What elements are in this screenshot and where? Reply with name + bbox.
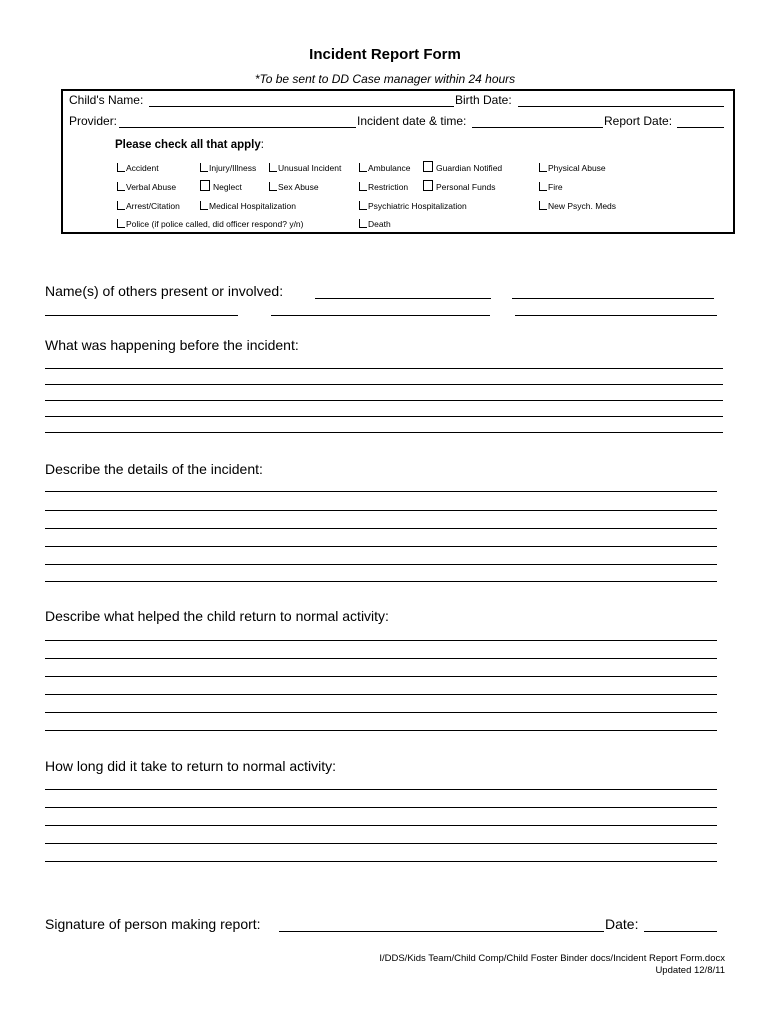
checkbox-label: Accident: [126, 163, 159, 173]
form-title: Incident Report Form: [309, 46, 461, 63]
checkbox-physical-abuse[interactable]: [539, 163, 606, 173]
checkbox-neglect[interactable]: [200, 180, 242, 192]
how-long-answer-line[interactable]: [45, 843, 717, 844]
checkbox-arrest-citation[interactable]: [117, 201, 180, 211]
helped-answer-line[interactable]: [45, 676, 717, 677]
details-answer-line[interactable]: [45, 581, 717, 582]
checkbox-label: Personal Funds: [436, 182, 496, 192]
helped-answer-line[interactable]: [45, 640, 717, 641]
checkbox-label: Injury/Illness: [209, 163, 257, 173]
signature-date-field[interactable]: [644, 931, 717, 932]
how-long-answer-line[interactable]: [45, 807, 717, 808]
before-question: What was happening before the incident:: [45, 337, 299, 353]
checkbox-sex-abuse[interactable]: [269, 182, 319, 192]
others-field-1[interactable]: [315, 298, 491, 299]
checkbox-ambulance[interactable]: [359, 163, 411, 173]
provider-field[interactable]: [119, 127, 356, 128]
checkbox-mark[interactable]: [539, 163, 547, 172]
checkbox-label: Ambulance: [368, 163, 411, 173]
before-answer-line[interactable]: [45, 416, 723, 417]
checkbox-unusual-incident[interactable]: [269, 163, 341, 173]
checkbox-label: Medical Hospitalization: [209, 201, 296, 211]
check-instruction: [115, 139, 264, 151]
checkbox-psychiatric-hospitalization[interactable]: [359, 201, 467, 211]
checkbox-label: Arrest/Citation: [126, 201, 180, 211]
report-date-field[interactable]: [677, 127, 724, 128]
checkbox-label: Fire: [548, 182, 563, 192]
checkbox-mark[interactable]: [359, 182, 367, 191]
checkbox-label: Guardian Notified: [436, 163, 503, 173]
checkbox-mark[interactable]: [117, 163, 125, 172]
before-answer-line[interactable]: [45, 368, 723, 369]
how-long-answer-line[interactable]: [45, 825, 717, 826]
details-answer-line[interactable]: [45, 510, 717, 511]
checkbox-injury-illness[interactable]: [200, 163, 256, 173]
checkbox-label: Death: [368, 219, 391, 229]
incident-date-time-field[interactable]: [472, 127, 603, 128]
checkbox-label: Restriction: [368, 182, 409, 192]
others-field-2[interactable]: [512, 298, 714, 299]
instruction-text: Please check all that apply: [115, 139, 261, 151]
helped-answer-line[interactable]: [45, 694, 717, 695]
checkbox-label: Physical Abuse: [548, 163, 606, 173]
checkbox-death[interactable]: [359, 219, 391, 229]
checkbox-label: Psychiatric Hospitalization: [368, 201, 467, 211]
helped-question: Describe what helped the child return to normal activity:: [45, 608, 389, 624]
checkbox-mark[interactable]: [359, 219, 367, 228]
checkbox-mark[interactable]: [423, 161, 433, 172]
childs-name-field[interactable]: [149, 106, 454, 107]
checkbox-mark[interactable]: [539, 201, 547, 210]
details-answer-line[interactable]: [45, 528, 717, 529]
checkbox-new-psych-meds[interactable]: [539, 201, 616, 211]
others-question: Name(s) of others present or involved:: [45, 283, 284, 299]
how-long-question: How long did it take to return to normal activity:: [45, 758, 337, 774]
checkbox-guardian-notified[interactable]: [423, 161, 502, 173]
checkbox-fire[interactable]: [539, 182, 563, 192]
how-long-answer-line[interactable]: [45, 861, 717, 862]
provider-label: Provider:: [69, 114, 118, 128]
checkbox-mark[interactable]: [359, 201, 367, 210]
checkbox-mark[interactable]: [117, 182, 125, 191]
before-answer-line[interactable]: [45, 400, 723, 401]
checkbox-mark[interactable]: [359, 163, 367, 172]
checkbox-mark[interactable]: [269, 163, 277, 172]
report-date-label: Report Date:: [604, 114, 673, 128]
checkbox-mark[interactable]: [539, 182, 547, 191]
signature-field[interactable]: [279, 931, 604, 932]
checkbox-restriction[interactable]: [359, 182, 408, 192]
before-answer-line[interactable]: [45, 384, 723, 385]
checkbox-verbal-abuse[interactable]: [117, 182, 176, 192]
checkbox-label: Verbal Abuse: [126, 182, 177, 192]
birth-date-label: Birth Date:: [455, 93, 512, 107]
signature-label: Signature of person making report:: [45, 916, 261, 932]
checkbox-personal-funds[interactable]: [423, 180, 496, 192]
checkbox-mark[interactable]: [117, 219, 125, 228]
helped-answer-line[interactable]: [45, 658, 717, 659]
others-field-4[interactable]: [271, 315, 490, 316]
checkbox-accident[interactable]: [117, 163, 159, 173]
checkbox-mark[interactable]: [269, 182, 277, 191]
checkbox-mark[interactable]: [423, 180, 433, 191]
checkbox-mark[interactable]: [200, 163, 208, 172]
details-answer-line[interactable]: [45, 546, 717, 547]
checkbox-medical-hospitalization[interactable]: [200, 201, 296, 211]
instruction-colon: :: [260, 139, 264, 151]
helped-answer-line[interactable]: [45, 730, 717, 731]
before-answer-line[interactable]: [45, 432, 723, 433]
checkbox-label: New Psych. Meds: [548, 201, 617, 211]
footer-path: I/DDS/Kids Team/Child Comp/Child Foster Binder docs/Incident Report Form.docx: [379, 953, 725, 964]
checkbox-police[interactable]: [117, 219, 304, 229]
form-subtitle: *To be sent to DD Case manager within 24 hours: [254, 72, 516, 86]
checkbox-mark[interactable]: [117, 201, 125, 210]
incident-date-time-label: Incident date & time:: [357, 114, 467, 128]
others-field-5[interactable]: [515, 315, 717, 316]
footer-updated: Updated 12/8/11: [655, 965, 725, 976]
others-field-3[interactable]: [45, 315, 238, 316]
details-question: Describe the details of the incident:: [45, 461, 263, 477]
birth-date-field[interactable]: [518, 106, 724, 107]
childs-name-label: Child's Name:: [69, 93, 144, 107]
checkbox-label: Neglect: [213, 182, 242, 192]
details-answer-line[interactable]: [45, 564, 717, 565]
checkbox-label: Sex Abuse: [278, 182, 319, 192]
child-info-box: [61, 89, 735, 234]
checkbox-mark[interactable]: [200, 201, 208, 210]
helped-answer-line[interactable]: [45, 712, 717, 713]
how-long-answer-line[interactable]: [45, 789, 717, 790]
checkbox-label: Unusual Incident: [278, 163, 342, 173]
checkbox-mark[interactable]: [200, 180, 210, 191]
checkbox-label: Police (if police called, did officer respond? y/n): [126, 219, 304, 229]
details-answer-line[interactable]: [45, 491, 717, 492]
signature-date-label: Date:: [605, 916, 639, 932]
